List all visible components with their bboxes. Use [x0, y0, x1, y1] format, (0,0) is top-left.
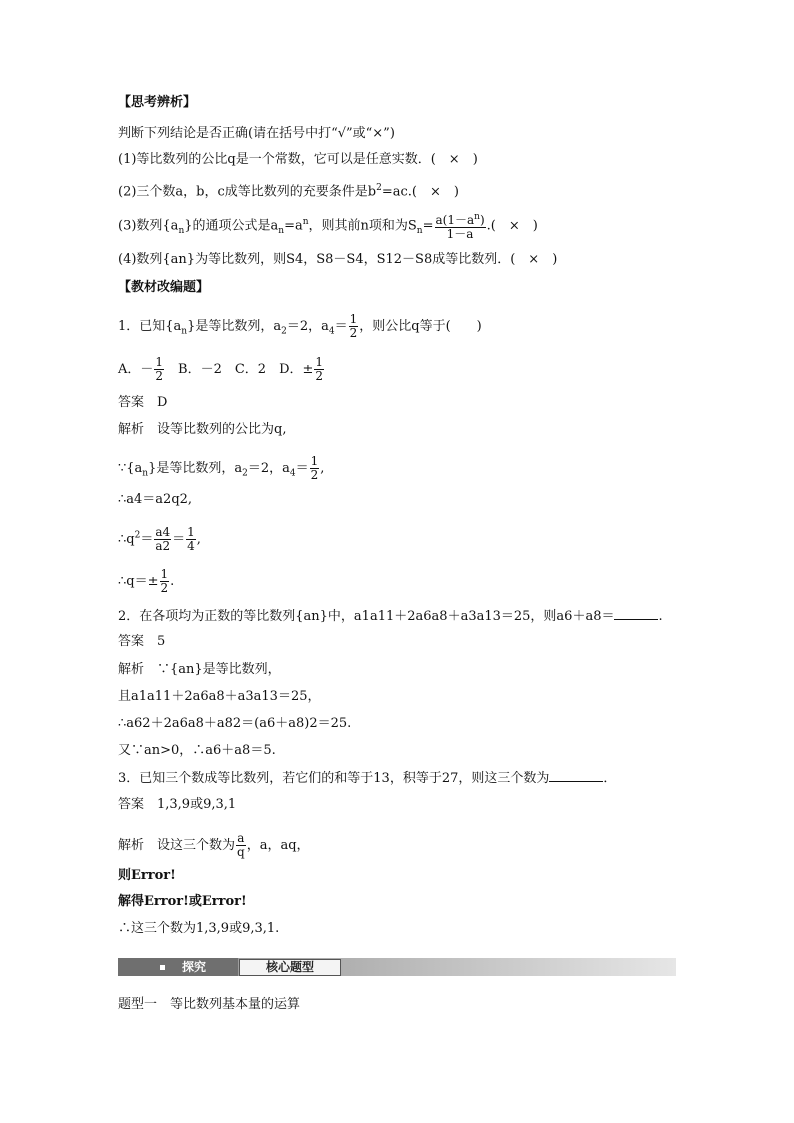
banner-tab-explore: 探究: [118, 958, 238, 976]
sum-formula-fraction: $\frac{a(1-a^n)}{1-a}$: [435, 212, 485, 241]
think-item-3: (3)数列$\{a_n\}$的通项公式是$a_n=a^n$，则其前n项和为$S_n=$ $\frac{a(1-a^n)}{1-a}$ .( × ): [118, 212, 538, 241]
q1-analysis: 解析 设等比数列的公比为q,: [118, 422, 287, 437]
think-item-1: (1)等比数列的公比q是一个常数，它可以是任意实数．( × ): [118, 152, 478, 167]
q1-stem: 1．已知$\{a_n\}$是等比数列，$a_2=2$，$a_4=$ $\frac{1}{2}$ ，则公比q等于( ): [118, 312, 482, 340]
q3-step-1: 则Error!: [118, 868, 176, 883]
q2-answer-blank[interactable]: [614, 607, 658, 620]
q1-step-2: ∴a4＝a2q2,: [118, 492, 193, 507]
q3-stem: 3．已知三个数成等比数列，若它们的和等于13，积等于27，则这三个数为 ．: [118, 771, 617, 786]
q3-answer: 答案 1,3,9或9,3,1: [118, 797, 237, 812]
q2-step-3: 又∵an>0，∴a6＋a8＝5.: [118, 743, 276, 758]
section-banner: [118, 958, 676, 976]
q1-step-1: $\because\{a_n\}$是等比数列，$a_2=2$，$a_4=$ $\frac{1}{2}$ ,: [118, 454, 325, 482]
think-item-2: (2)三个数a，b，c成等比数列的充要条件是$b^2=ac$.( × ): [118, 183, 459, 200]
think-item-4: (4)数列{an}为等比数列，则S4，S8－S4，S12－S8成等比数列．( × ): [118, 252, 558, 267]
q3-step-2: 解得Error!或Error!: [118, 894, 247, 909]
think-intro: 判断下列结论是否正确(请在括号中打“√”或“×”): [118, 126, 395, 141]
think-title: 【思考辨析】: [118, 95, 197, 110]
textbook-title: 【教材改编题】: [118, 280, 210, 295]
q1-answer: 答案 D: [118, 395, 168, 410]
q1-step-3: $\therefore q^2=$ $\frac{a4}{a2}$ ＝ $\frac{1}{4}$ ,: [118, 525, 201, 553]
q3-step-3: ∴这三个数为1,3,9或9,3,1.: [118, 921, 280, 936]
section-title: 题型一 等比数列基本量的运算: [118, 997, 301, 1012]
q3-analysis: 解析 设这三个数为 $\frac{a}{q}$ ，a，aq，: [118, 831, 310, 859]
q1-options: A．－ $\frac{1}{2}$ B．－2 C．2 D．± $\frac{1}{2}$: [118, 355, 324, 383]
q2-analysis: 解析 ∵{an}是等比数列，: [118, 662, 281, 677]
square-bullet-icon: [160, 965, 165, 970]
banner-tab-core: 核心题型: [239, 959, 341, 976]
q2-answer: 答案 5: [118, 634, 166, 649]
q2-step-2: ∴a62＋2a6a8＋a82＝(a6＋a8)2＝25.: [118, 716, 352, 731]
q2-stem: 2．在各项均为正数的等比数列{an}中，a1a11＋2a6a8＋a3a13＝25，则a6＋a8＝ .: [118, 609, 663, 624]
q1-step-4: ∴q＝± $\frac{1}{2}$ .: [118, 567, 175, 595]
q2-step-1: 且a1a11＋2a6a8＋a3a13＝25，: [118, 689, 321, 704]
q3-answer-blank[interactable]: [549, 769, 603, 782]
